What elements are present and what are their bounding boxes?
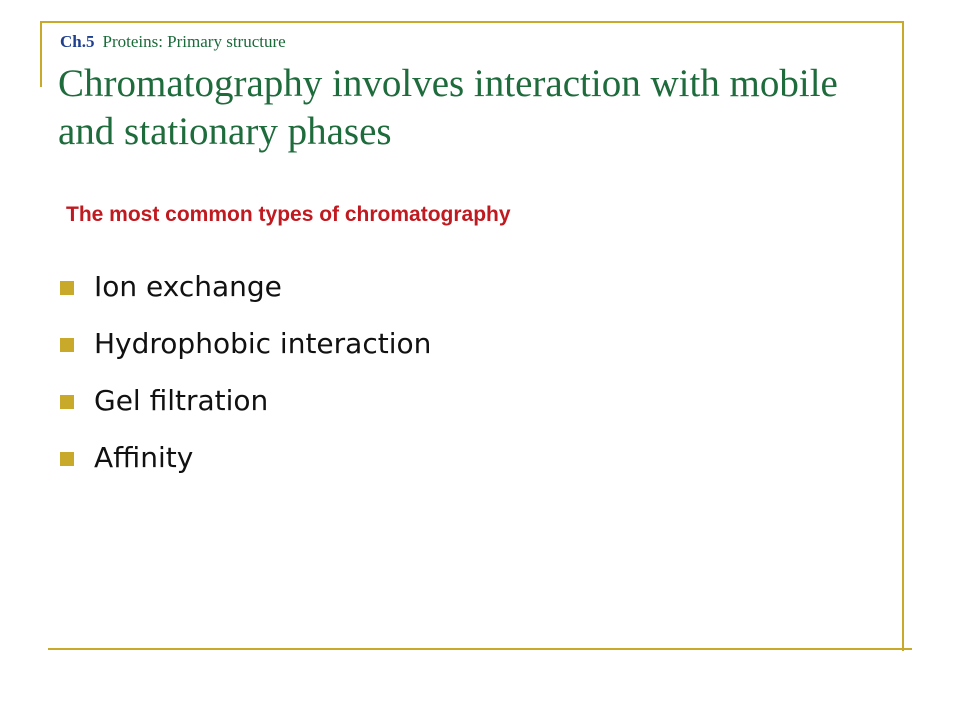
chapter-header — [60, 32, 286, 52]
square-bullet-icon — [60, 452, 74, 466]
chapter-title: Proteins: Primary structure — [102, 32, 286, 51]
right-rule — [902, 21, 904, 651]
left-rule — [40, 21, 42, 87]
bullet-label: Hydrophobic interaction — [94, 327, 432, 360]
square-bullet-icon — [60, 395, 74, 409]
bullet-label: Affinity — [94, 441, 194, 474]
square-bullet-icon — [60, 281, 74, 295]
top-rule — [40, 21, 904, 23]
bottom-rule — [48, 648, 912, 650]
bullet-label: Gel filtration — [94, 384, 269, 417]
square-bullet-icon — [60, 338, 74, 352]
slide-title: Chromatography involves interaction with mobile and stationary phases — [58, 62, 838, 153]
slide-subtitle: The most common types of chromatography — [66, 203, 511, 226]
bullet-label: Ion exchange — [94, 270, 282, 303]
chapter-number: Ch.5 — [60, 32, 95, 51]
